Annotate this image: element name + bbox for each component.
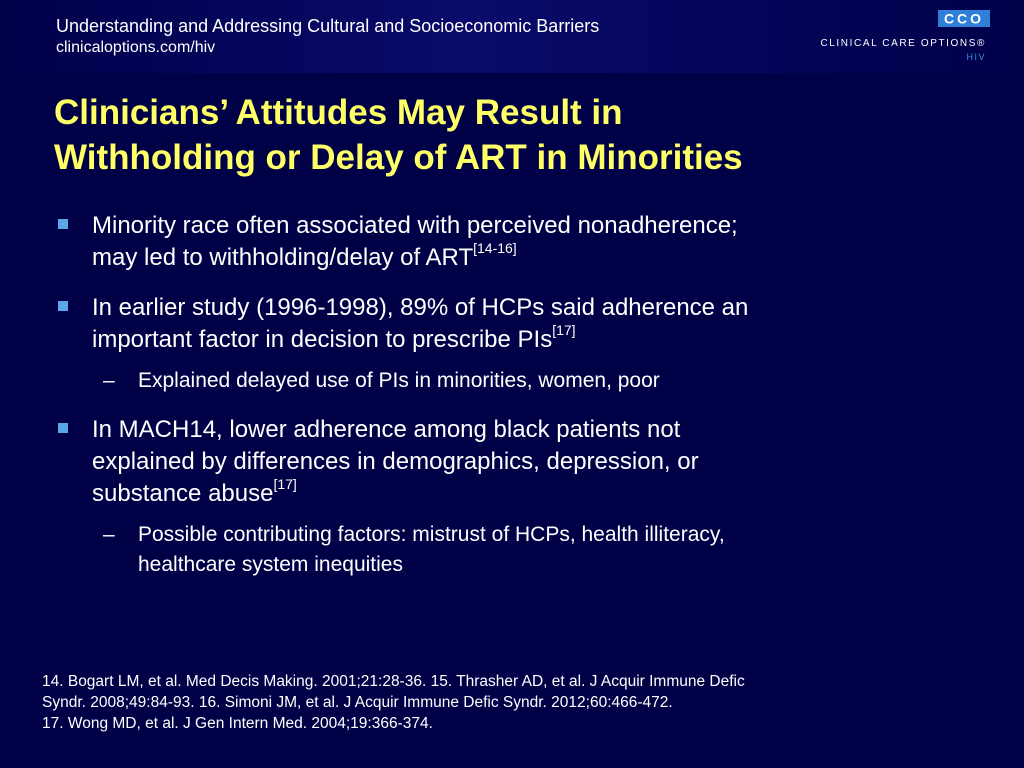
sub-bullet-text: healthcare system inequities	[138, 553, 403, 576]
citation-ref: [14-16]	[473, 240, 517, 256]
bullet-list	[56, 210, 986, 598]
dash-bullet-icon: –	[103, 369, 115, 392]
bullet-text-line	[92, 478, 986, 510]
bullet-text: may led to withholding/delay of ART	[92, 244, 474, 271]
bullet-text-line	[92, 324, 986, 356]
cco-logo-mark-text: CCO	[943, 10, 985, 27]
bullet-text: substance abuse	[92, 480, 274, 507]
bullet-text: explained by differences in demographics, depression, or	[92, 448, 699, 475]
header-bar	[0, 0, 1024, 73]
cco-logo	[820, 8, 996, 68]
reference-line: Syndr. 2008;49:84-93. 16. Simoni JM, et al. J Acquir Immune Defic Syndr. 2012;60:466-472.	[42, 694, 673, 711]
square-bullet-icon	[58, 219, 68, 229]
header-url: clinicaloptions.com/hiv	[56, 39, 216, 56]
sub-bullet-item	[56, 366, 986, 396]
cco-logo-mark	[938, 10, 990, 27]
citation-ref: [17]	[552, 322, 576, 338]
slide-title-line: Withholding or Delay of ART in Minorities	[54, 138, 743, 177]
square-bullet-icon	[58, 301, 68, 311]
square-bullet-icon	[58, 423, 68, 433]
slide-title-line: Clinicians’ Attitudes May Result in	[54, 93, 623, 132]
reference-line: 17. Wong MD, et al. J Gen Intern Med. 2004;19:366-374.	[42, 715, 433, 732]
bullet-item	[56, 414, 986, 510]
bullet-text: Minority race often associated with perceived nonadherence;	[92, 212, 738, 239]
bullet-item	[56, 210, 986, 274]
sub-bullet-item	[56, 520, 986, 580]
reference-line: 14. Bogart LM, et al. Med Decis Making. 2001;21:28-36. 15. Thrasher AD, et al. J Acquir Immune Defic	[42, 673, 745, 690]
references	[42, 671, 1002, 734]
cco-logo-sub: HIV	[966, 52, 986, 62]
bullet-text: important factor in decision to prescribe PIs	[92, 326, 553, 353]
bullet-text: In earlier study (1996-1998), 89% of HCPs said adherence an	[92, 294, 749, 321]
header-title: Understanding and Addressing Cultural and Socioeconomic Barriers	[56, 16, 600, 36]
bullet-text-line	[92, 242, 986, 274]
sub-bullet-text: Explained delayed use of PIs in minorities, women, poor	[138, 369, 660, 392]
citation-ref: [17]	[273, 476, 297, 492]
cco-logo-name: CLINICAL CARE OPTIONS®	[820, 38, 986, 49]
bullet-text: In MACH14, lower adherence among black patients not	[92, 416, 681, 443]
bullet-item	[56, 292, 986, 356]
sub-bullet-text: Possible contributing factors: mistrust of HCPs, health illiteracy,	[138, 523, 725, 546]
dash-bullet-icon: –	[103, 523, 115, 546]
slide-title	[54, 90, 994, 180]
